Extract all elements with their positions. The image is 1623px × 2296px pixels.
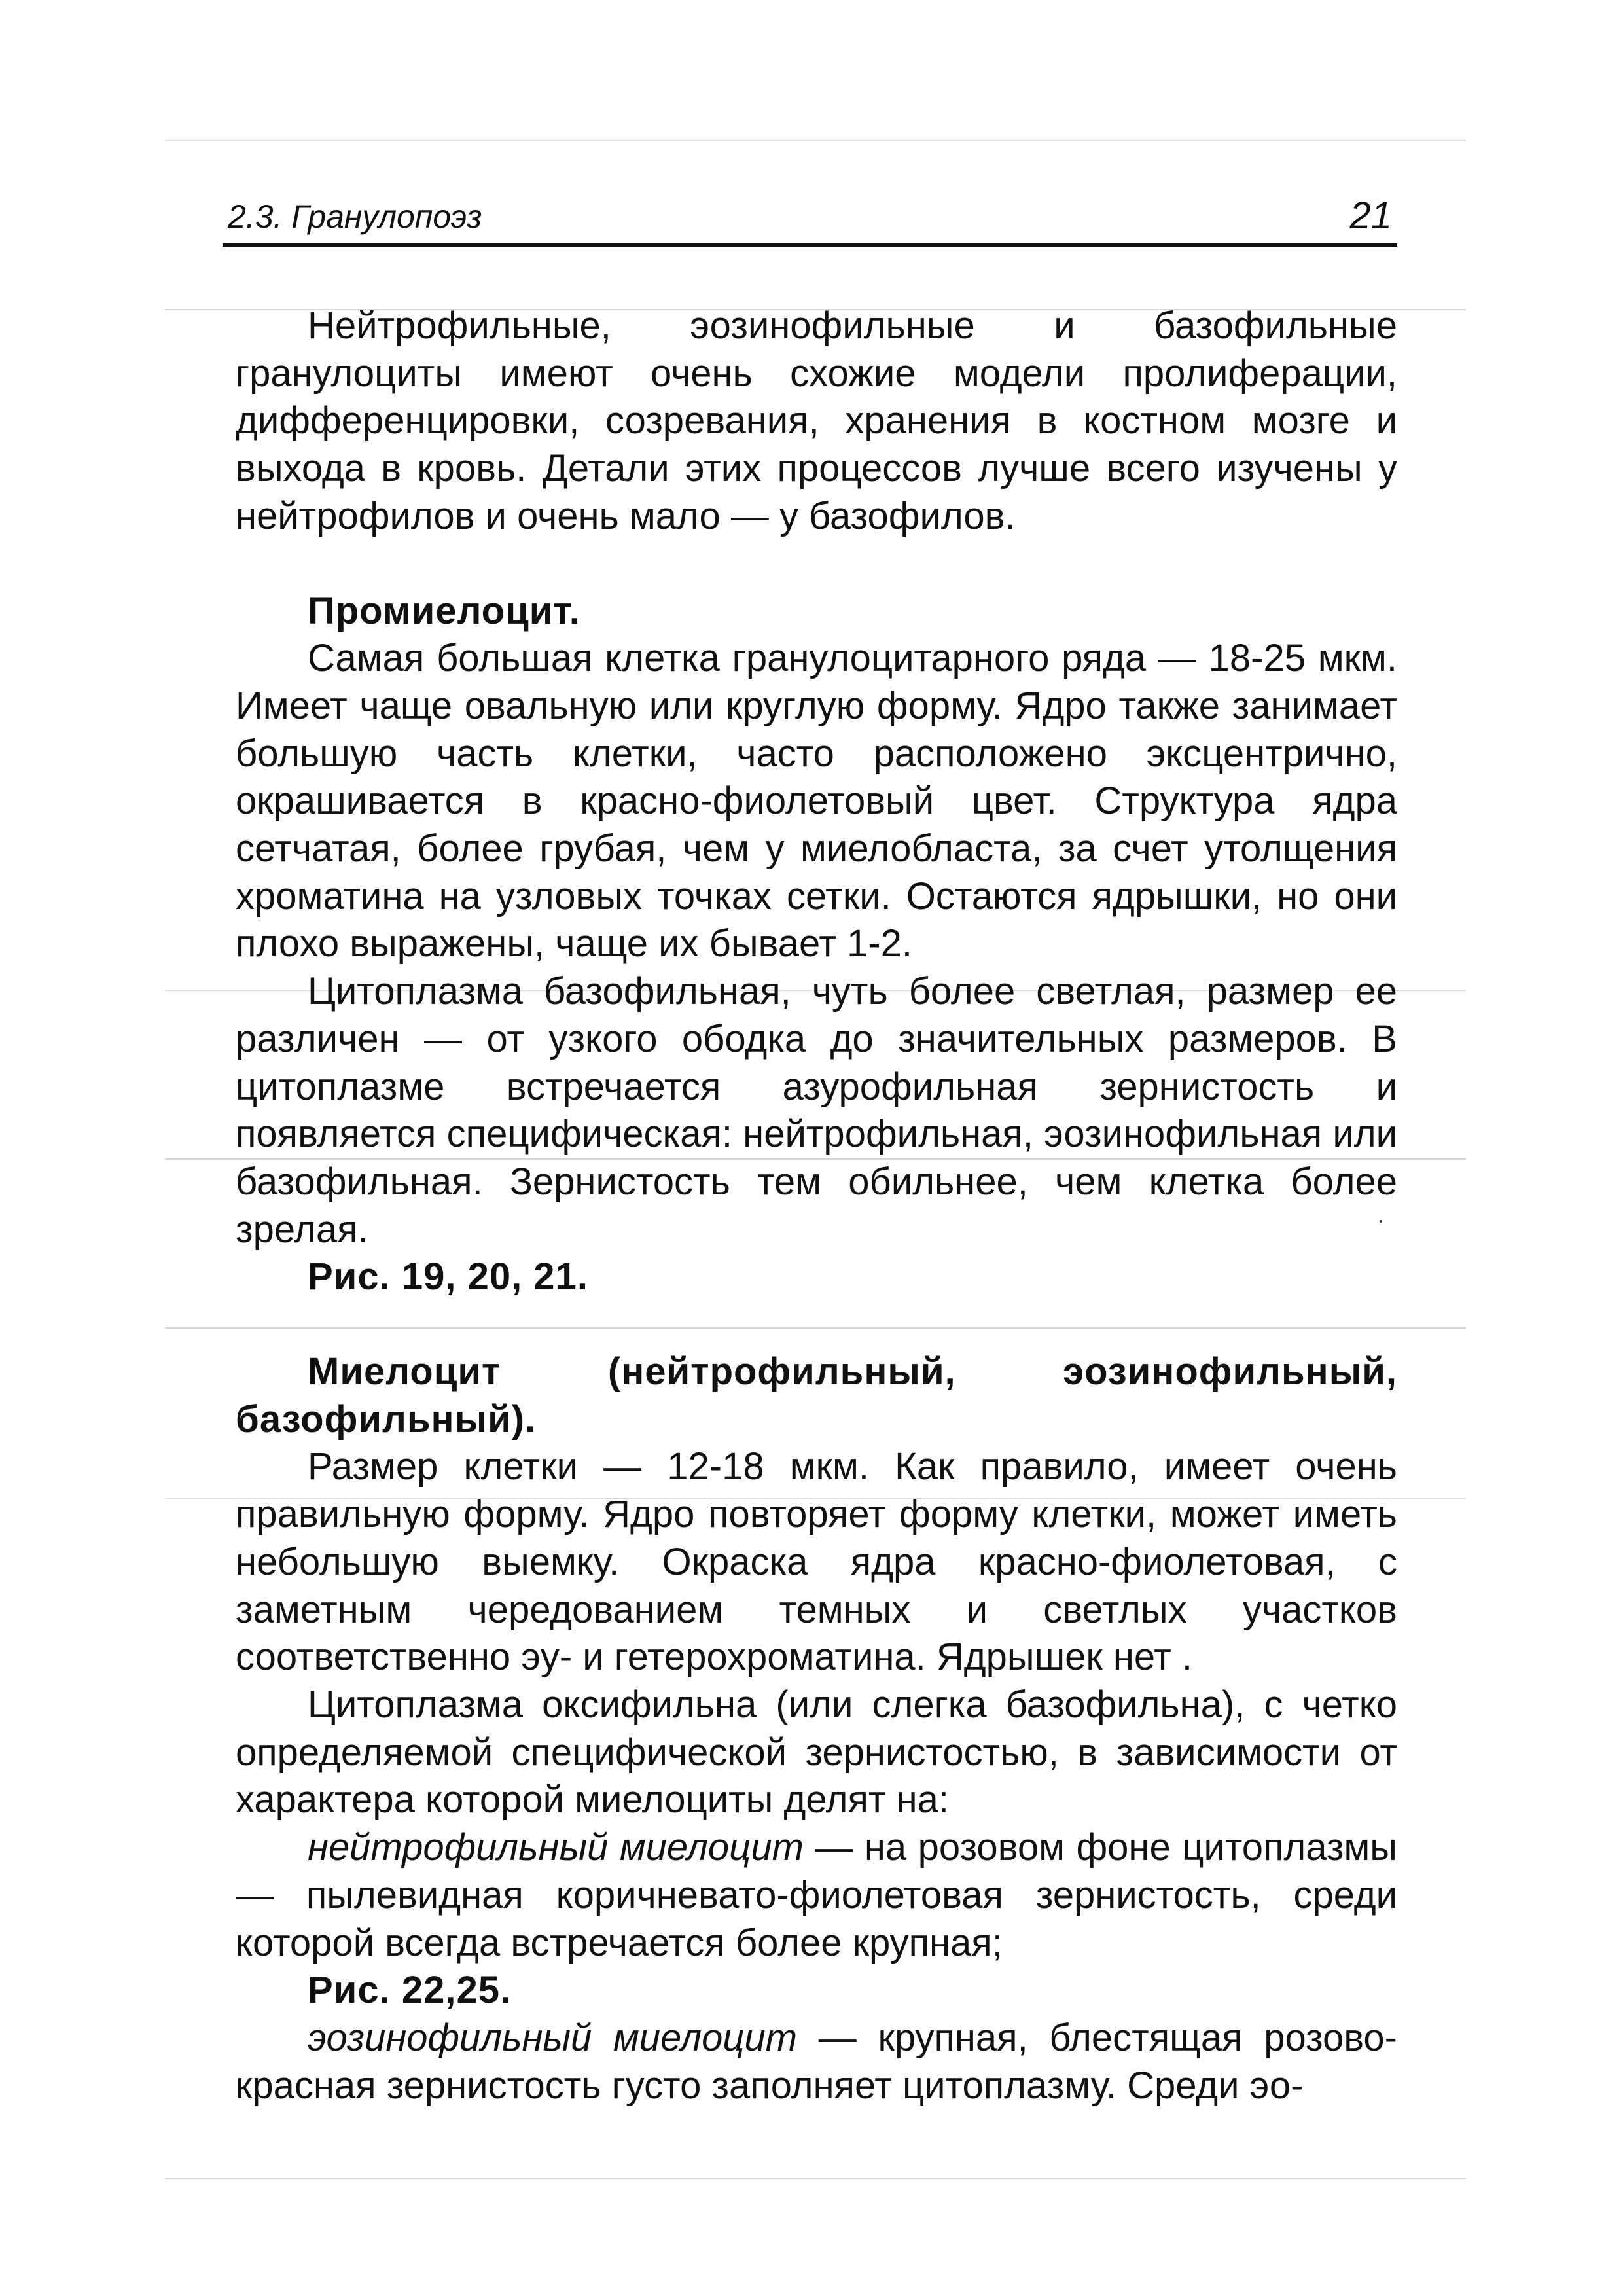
section-gap bbox=[236, 541, 1397, 588]
running-header bbox=[223, 191, 1397, 247]
section-title: 2.3. Гранулопоэз bbox=[228, 198, 482, 235]
promyelocyte-paragraph-2: Цитоплазма базофильная, чуть более светлая, размер ее различен — от узкого ободка до значительных размеров. В цитоплазме встречается азурофильная зернистость и появляется специфическая: нейтрофильная, эозинофильная или базофильная. Зернистость тем обильнее, чем клетка более зрелая. bbox=[236, 970, 1397, 1251]
myelocyte-paragraph-1: Размер клетки — 12-18 мкм. Как правило, имеет очень правильную форму. Ядро повторяет форму клетки, может иметь небольшую выемку. Окраска ядра красно-фиолетовая, с заметным чередованием темных и светлых участков соответственно эу- и гетерохроматина. Ядрышек нет . bbox=[236, 1445, 1397, 1679]
promyelocyte-figure-reference: Рис. 19, 20, 21. bbox=[308, 1255, 588, 1299]
myelocyte-heading: Миелоцит (нейтрофильный, эозинофильный, базофильный). bbox=[236, 1350, 1397, 1441]
neutrophilic-myelocyte-description: — на розовом фоне цитоплазмы — пылевидная коричневато-фиолетовая зернистость, среди которой всегда встречается более крупная; bbox=[236, 1826, 1397, 1964]
section-gap bbox=[236, 1301, 1397, 1348]
scan-artifact-line bbox=[165, 140, 1466, 141]
page-number: 21 bbox=[1349, 194, 1392, 237]
myelocyte-figure-reference: Рис. 22,25. bbox=[308, 1969, 512, 2012]
page-body bbox=[236, 302, 1397, 2109]
scan-artifact-line bbox=[165, 2178, 1466, 2179]
promyelocyte-heading: Промиелоцит. bbox=[308, 589, 580, 632]
neutrophilic-myelocyte-paragraph bbox=[236, 1824, 1397, 1967]
eosinophilic-myelocyte-paragraph bbox=[236, 2015, 1397, 2109]
intro-paragraph: Нейтрофильные, эозинофильные и базофильные гранулоциты имеют очень схожие модели пролиферации, дифференцировки, созревания, хранения в костном мозге и выхода в кровь. Детали этих процессов лучше всего изучены у нейтрофилов и очень мало — у базофилов. bbox=[236, 304, 1397, 537]
eosinophilic-myelocyte-term: эозинофильный миелоцит bbox=[308, 2016, 798, 2059]
eosinophilic-myelocyte-description: — крупная, блестящая розово-красная зернистость густо заполняет цитоплазму. Среди эо- bbox=[236, 2016, 1397, 2107]
neutrophilic-myelocyte-term: нейтрофильный миелоцит bbox=[308, 1826, 804, 1869]
promyelocyte-paragraph-1: Самая большая клетка гранулоцитарного ряда — 18-25 мкм. Имеет чаще овальную или круглую форму. Ядро также занимает большую часть клетки, часто расположено эксцентрично, окрашивается в красно-фиолетовый цвет. Структура ядра сетчатая, более грубая, чем у миелобласта, за счет утолщения хроматина на узловых точках сетки. Остаются ядрышки, но они плохо выражены, чаще их бывает 1-2. bbox=[236, 637, 1397, 965]
myelocyte-paragraph-2: Цитоплазма оксифильна (или слегка базофильна), с четко определяемой специфической зернистостью, в зависимости от характера которой миелоциты делят на: bbox=[236, 1683, 1397, 1821]
scan-speck bbox=[1380, 1220, 1382, 1223]
